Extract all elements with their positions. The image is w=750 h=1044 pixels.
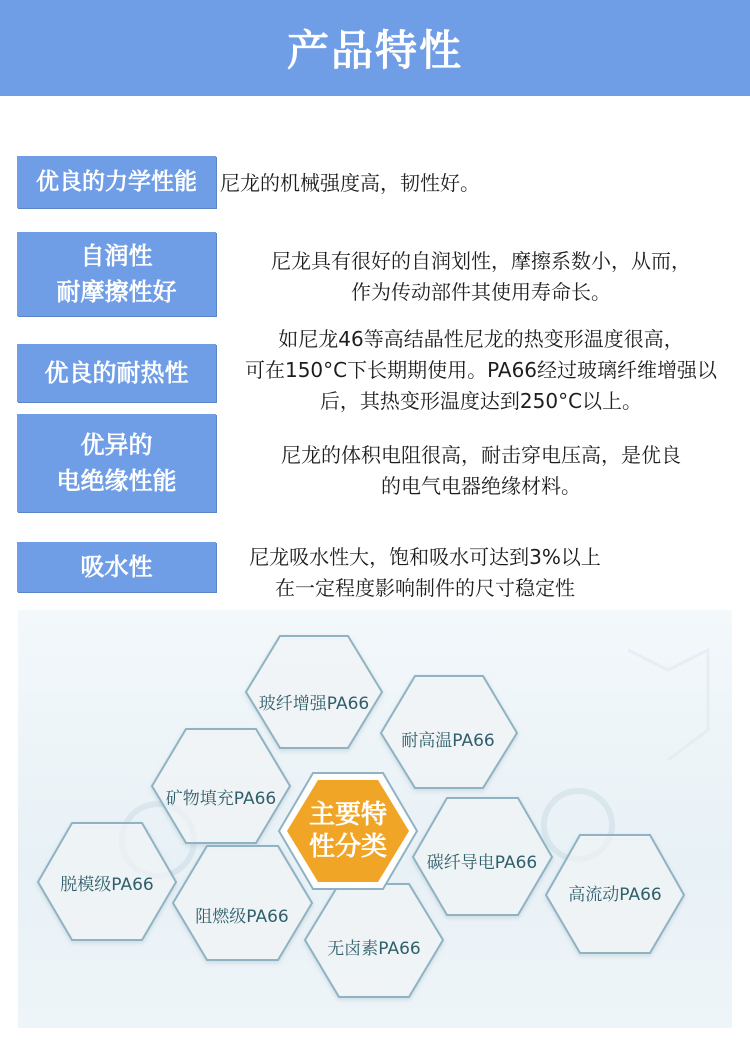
hex-center [279, 773, 417, 889]
feature-description-line: 可在150°C下长期期使用。PA66经过玻璃纤维增强以 [244, 358, 718, 382]
hex-item-label: 玻纤增强PA66 [258, 694, 370, 714]
feature-description-line: 的电气电器绝缘材料。 [381, 474, 581, 498]
feature-label [17, 542, 216, 592]
hex-category-diagram [18, 610, 732, 1028]
hex-item-label: 阻燃级PA66 [195, 907, 289, 927]
hex-center-label: 性分类 [308, 832, 388, 862]
page-title: 产品特性 [286, 26, 463, 75]
feature-description-line: 在一定程度影响制件的尺寸稳定性 [275, 576, 575, 600]
hex-item-label: 矿物填充PA66 [165, 789, 277, 809]
feature-label [17, 414, 216, 512]
hex-item-label: 高流动PA66 [568, 885, 662, 905]
feature-label-line: 优异的 [80, 431, 153, 459]
feature-label-line: 耐摩擦性好 [56, 278, 177, 306]
feature-label [17, 232, 216, 316]
hex-item-carbon-conductive [413, 798, 552, 915]
feature-label-line: 优良的力学性能 [36, 169, 197, 195]
feature-label [17, 156, 216, 208]
feature-description-line: 尼龙具有很好的自润划性，摩擦系数小，从而， [271, 249, 691, 273]
feature-label-line: 电绝缘性能 [56, 467, 177, 495]
feature-label-line: 优良的耐热性 [44, 359, 189, 387]
bottom-strip [0, 1028, 750, 1044]
feature-label-line: 吸水性 [80, 553, 153, 581]
hex-item-halogen-free [305, 884, 443, 997]
hex-item-mineral-filled [152, 729, 290, 843]
hex-item-glass-fiber [246, 636, 382, 748]
feature-description-line: 尼龙吸水性大，饱和吸水可达到3%以上 [249, 545, 601, 569]
feature-description-line: 尼龙的机械强度高，韧性好。 [220, 171, 480, 195]
feature-description [222, 324, 740, 417]
feature-description [222, 440, 740, 502]
feature-description-line: 尼龙的体积电阻很高，耐击穿电压高，是优良 [281, 443, 681, 467]
hex-item-label: 脱模级PA66 [60, 875, 154, 895]
hex-item-release-grade [38, 823, 176, 940]
hex-item-label: 无卤素PA66 [327, 939, 421, 959]
hex-item-label: 碳纤导电PA66 [426, 853, 538, 873]
page-header [0, 0, 750, 96]
hex-item-label: 耐高温PA66 [401, 731, 495, 751]
hex-diagram-svg [18, 610, 732, 1028]
feature-description-line: 作为传动部件其使用寿命长。 [351, 280, 611, 304]
hex-item-high-temp [381, 676, 517, 788]
feature-description [222, 246, 740, 308]
hex-item-flame-retardant [173, 846, 312, 960]
feature-description-line: 后，其热变形温度达到250°C以上。 [319, 389, 643, 413]
feature-description [220, 168, 740, 199]
feature-label [17, 344, 216, 402]
feature-label-line: 自润性 [80, 242, 153, 270]
hex-center-label: 主要特 [308, 800, 388, 830]
feature-description [215, 542, 635, 604]
hex-item-high-flow [546, 835, 684, 953]
feature-description-line: 如尼龙46等高结晶性尼龙的热变形温度很高， [278, 327, 684, 351]
